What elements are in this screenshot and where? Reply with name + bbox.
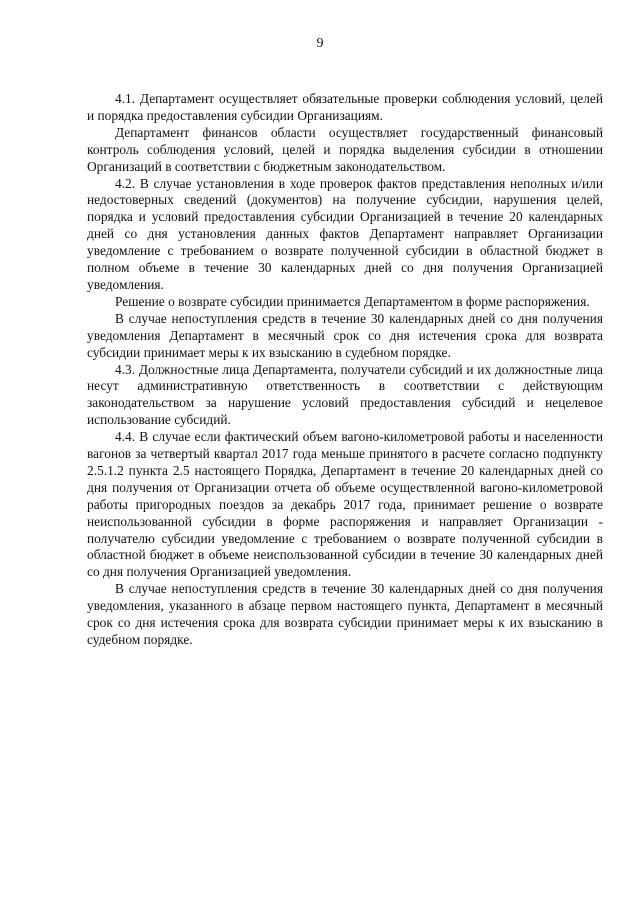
paragraph-return-decision: Решение о возврате субсидии принимается Департаментом в форме распоряжения. — [115, 293, 590, 309]
paragraph-non-receipt-4-2: В случае непоступления средств в течение 30 календарных дней со дня получения уведомления Департамент в месячный срок со дня истечения срока для возврата субсидии принимает меры к их взысканию в судебном порядке. — [87, 310, 603, 360]
paragraph-4-2: 4.2. В случае установления в ходе проверок фактов представления неполных и/или недостоверных сведений (документов) на получение субсидии, нарушения целей, порядка и условий предоставления субсидии Организацией в течение 20 календарных дней со дня установления данных фактов Департамент направляет Организации уведомление с требованием о возврате полученной субсидии в областной бюджет в полном объеме в течение 30 календарных дней со дня получения Организацией уведомления. — [87, 175, 603, 292]
paragraph-non-receipt-4-4: В случае непоступления средств в течение 30 календарных дней со дня получения уведомления, указанного в абзаце первом настоящего пункта, Департамент в месячный срок со дня истечения срока для возврата субсидии принимает меры к их взысканию в судебном порядке. — [87, 581, 603, 647]
paragraph-4-1: 4.1. Департамент осуществляет обязательные проверки соблюдения условий, целей и порядка предоставления субсидии Организациям. — [87, 91, 603, 123]
document-body — [87, 91, 603, 649]
paragraph-4-4: 4.4. В случае если фактический объем вагоно-километровой работы и населенности вагонов за четвертый квартал 2017 года меньше принятого в расчете согласно подпункту 2.5.1.2 пункта 2.5 настоящего Порядка, Департамент в течение 20 календарных дней со дня получения от Организации отчета об объеме осуществленной вагоно-километровой работы пригородных поездов за декабрь 2017 года, принимает решение о возврате неиспользованной субсидии в форме распоряжения и направляет Организации - получателю субсидии уведомление с требованием о возврате полученной субсидии в областной бюджет в объеме неиспользованной субсидии в течение 30 календарных дней со дня получения Организацией уведомления. — [87, 429, 603, 580]
page-number: 9 — [316, 36, 324, 51]
paragraph-4-3: 4.3. Должностные лица Департамента, получатели субсидий и их должностные лица несут административную ответственность в соответствии с действующим законодательством за нарушение условий предоставления субсидий и нецелевое использование субсидий. — [87, 361, 603, 428]
paragraph-finance-control: Департамент финансов области осуществляет государственный финансовый контроль соблюдения условий, целей и порядка выделения субсидии в отношении Организаций в соответствии с бюджетным законодательством. — [87, 124, 603, 174]
